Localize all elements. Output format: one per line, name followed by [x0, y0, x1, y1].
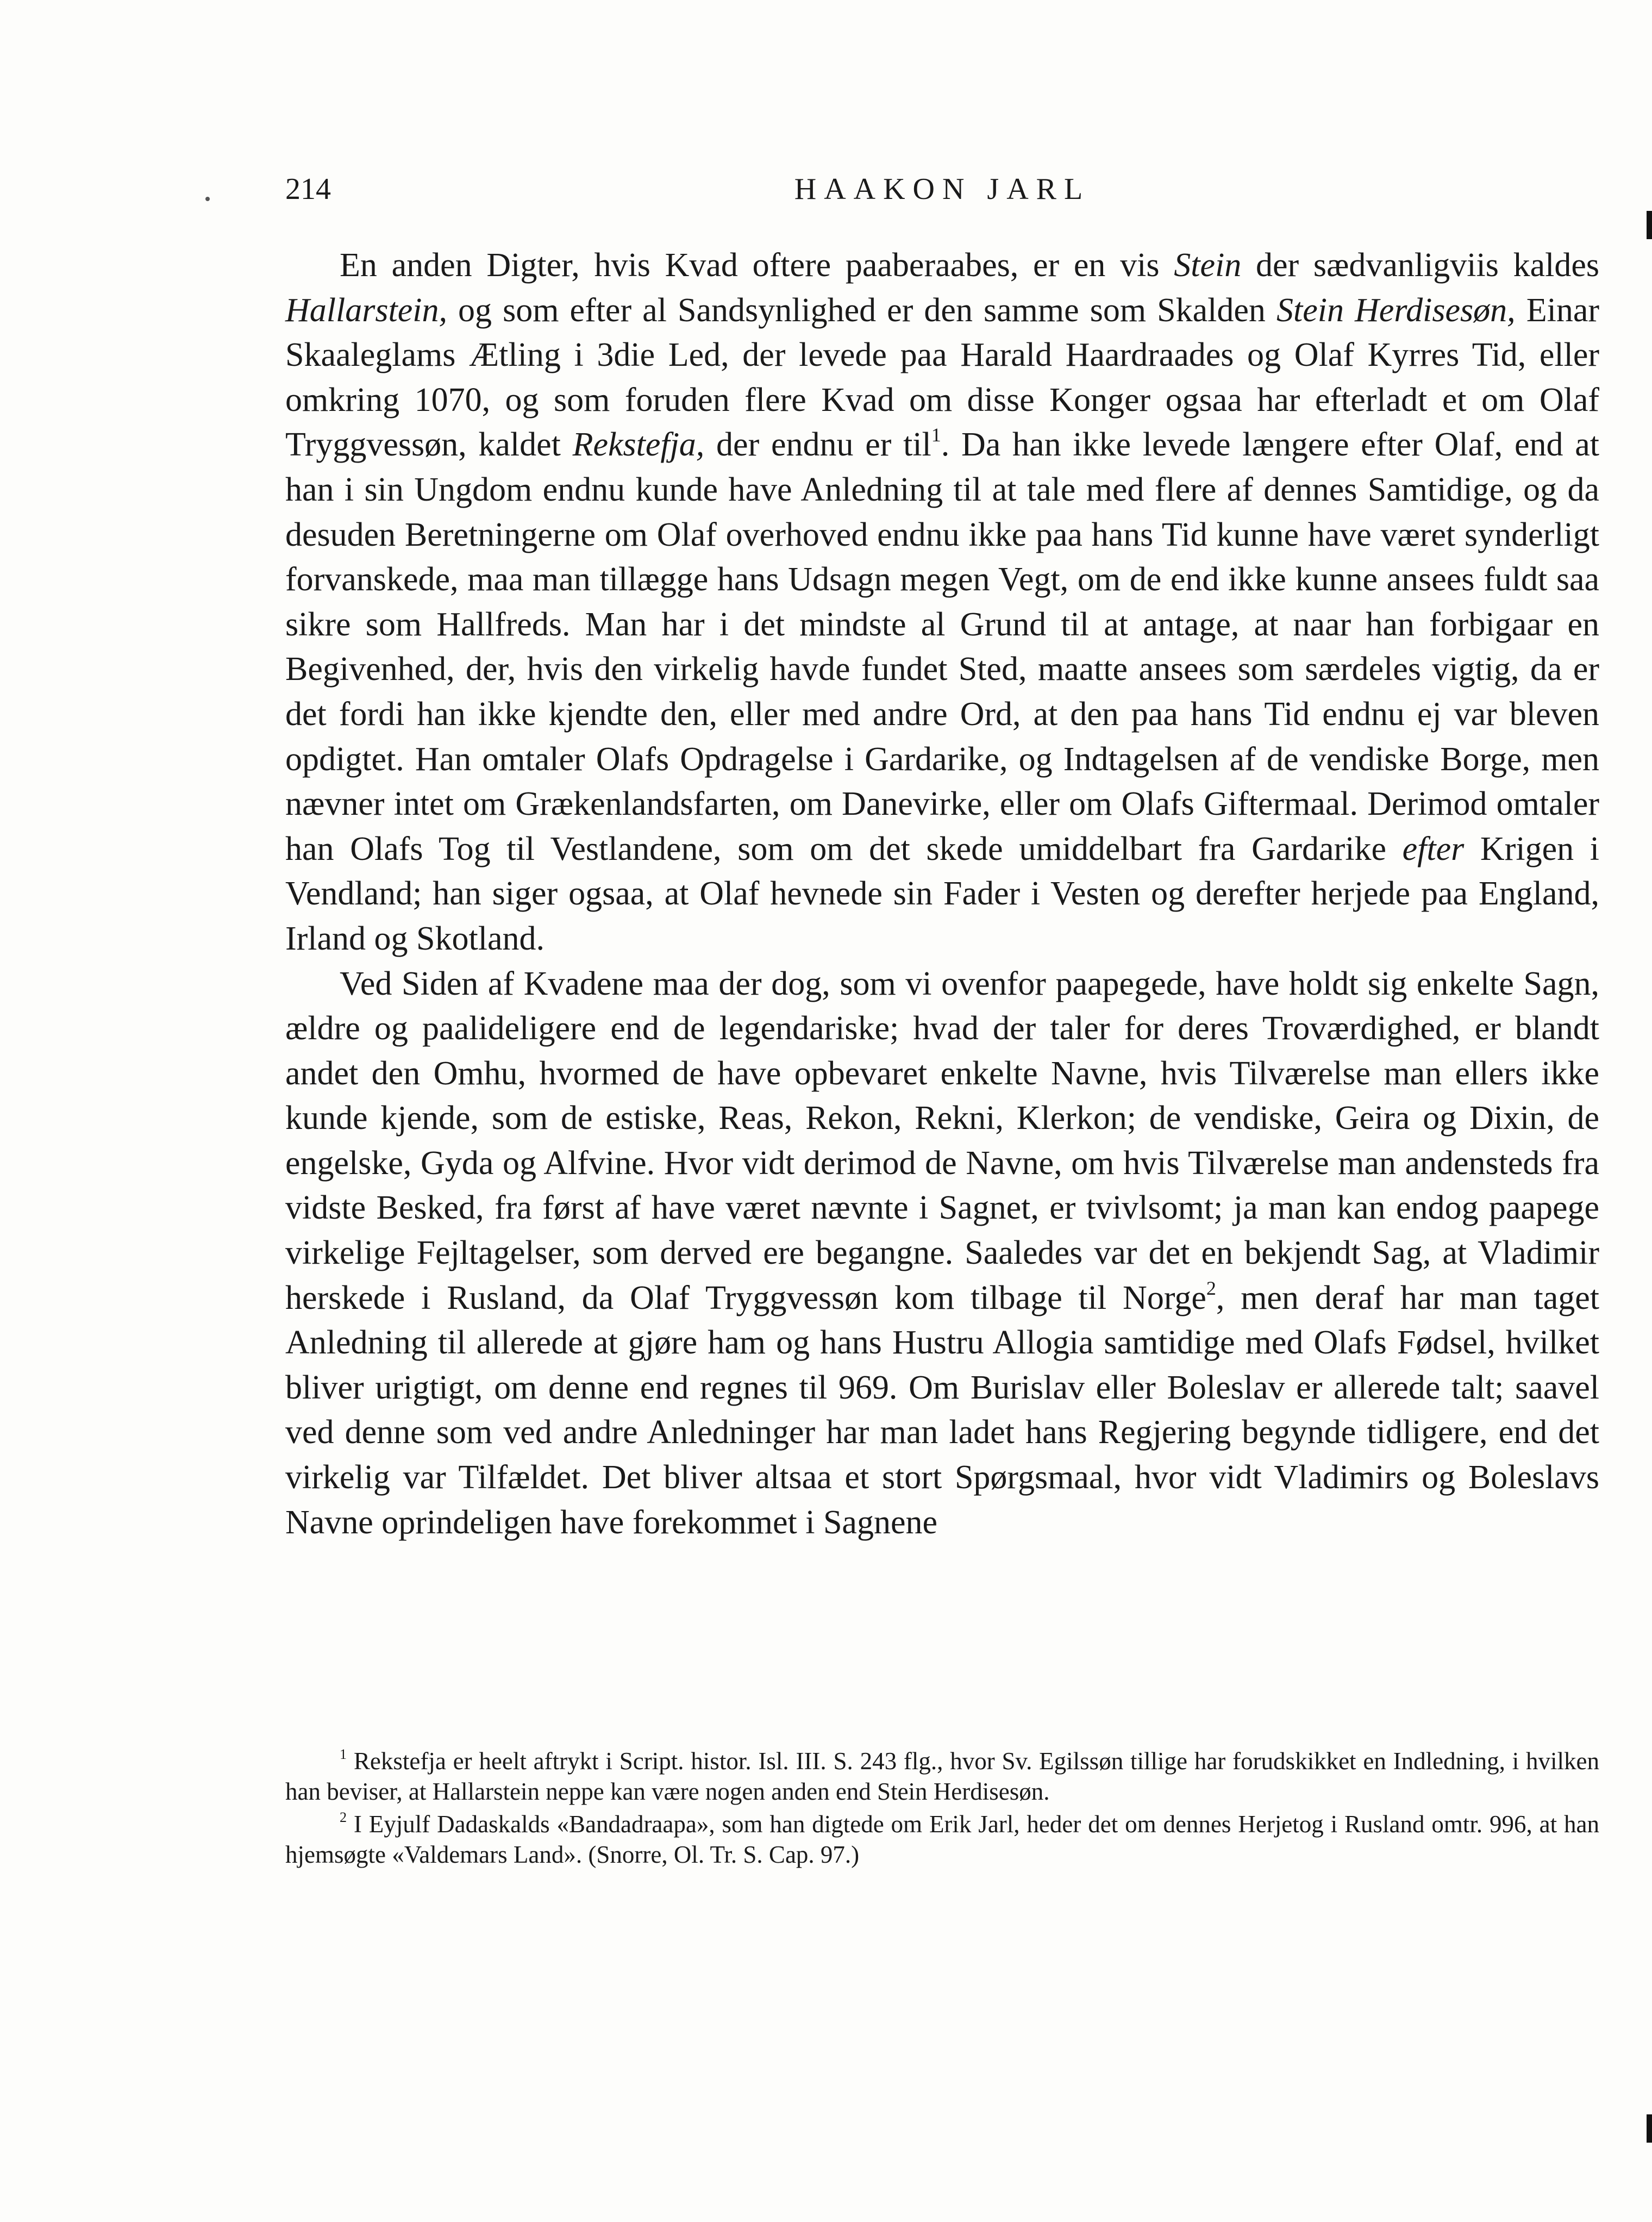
page-header [285, 167, 1599, 211]
text-run: , men deraf har man taget Anledning til allerede at gjøre ham og hans Hustru Allogia samtidige med Olafs Fødsel, hvilket bliver urigtigt, om denne end regnes til 969. Om Burislav eller Boleslav er allerede talt; saavel ved denne som ved andre Anledninger har man ladet hans Regjering begynde tidligere, end det virkelig var Tilfældet. Det bliver altsaa et stort Spørgsmaal, hvor vidt Vladimirs og Boleslavs Navne oprindeligen have forekommet i Sagnene [285, 1279, 1599, 1541]
footnotes [285, 1746, 1599, 1872]
italic-emphasis: efter [1402, 830, 1465, 867]
footnote [285, 1809, 1599, 1870]
running-head: HAAKON JARL [794, 172, 1091, 206]
text-run: . Da han ikke levede længere efter Olaf, end at han i sin Ungdom endnu kunde have Anledning til at tale med flere af dennes Samtidige, og da desuden Beretningerne om Olaf overhoved endnu ikke paa hans Tid kunne have været synderligt forvanskede, maa man tillægge hans Udsagn megen Vegt, om de end ikke kunne ansees fuldt saa sikre som Hallfreds. Man har i det mindste al Grund til at antage, at naar han forbigaar en Begivenhed, der, hvis den virkelig havde fundet Sted, maatte ansees som særdeles vigtig, da er det fordi han ikke kjendte den, eller med andre Ord, at den paa hans Tid endnu ej var bleven opdigtet. Han omtaler Olafs Opdragelse i Gardarike, og Indtagelsen af de vendiske Borge, men nævner intet om Grækenlandsfarten, om Danevirke, eller om Olafs Giftermaal. Derimod omtaler han Olafs Tog til Vestlandene, som om det skede umiddelbart fra Gardarike [285, 426, 1599, 867]
footnote-marker: 2 [340, 1809, 347, 1826]
scan-edge-mark [1647, 211, 1652, 239]
scan-edge-mark [1647, 2114, 1652, 2143]
text-run: der sædvanligviis kaldes [1241, 247, 1599, 284]
italic-name: Stein Herdisesøn, [1276, 291, 1516, 329]
italic-title: Rekstefja, [572, 426, 705, 464]
paragraph [285, 962, 1599, 1545]
italic-name: Hallarstein, [285, 291, 447, 329]
text-run: og som efter al Sandsynlighed er den samme som Skalden [447, 291, 1276, 329]
footnote [285, 1746, 1599, 1807]
footnote-ref: 1 [931, 424, 941, 446]
text-run: En anden Digter, hvis Kvad oftere paaberaabes, er en vis [340, 247, 1174, 284]
footnote-marker: 1 [340, 1746, 347, 1763]
footnote-text: I Eyjulf Dadaskalds «Bandadraapa», som han digtede om Erik Jarl, heder det om dennes Herjetog i Rusland omtr. 996, at han hjemsøgte «Valdemars Land». (Snorre, Ol. Tr. S. Cap. 97.) [285, 1811, 1599, 1868]
footnote-ref: 2 [1206, 1277, 1216, 1299]
page-number: 214 [285, 172, 331, 206]
text-run: Einar Skaaleglams Ætling i 3die Led, der levede paa Harald Haardraades og Olaf Kyrres Tid, eller omkring 1070, og som foruden flere Kvad om disse Konger ogsaa har efterladt et om Olaf Tryggvessøn, kaldet [285, 291, 1599, 464]
text-run: Ved Siden af Kvadene maa der dog, som vi ovenfor paapegede, have holdt sig enkelte Sagn, ældre og paalideligere end de legendariske; hvad der taler for deres Troværdighed, er blandt andet den Omhu, hvormed de have opbevaret enkelte Navne, hvis Tilværelse man ellers ikke kunde kjende, som de estiske, Reas, Rekon, Rekni, Klerkon; de vendiske, Geira og Dixin, de engelske, Gyda og Alfvine. Hvor vidt derimod de Navne, om hvis Tilværelse man andensteds fra vidste Besked, fra først af have været nævnte i Sagnet, er tvivlsomt; ja man kan endog paapege virkelige Fejltagelser, som derved ere begangne. Saaledes var det en bekjendt Sag, at Vladimir herskede i Rusland, da Olaf Tryggvessøn kom tilbage til Norge [285, 965, 1599, 1316]
footnote-text: Rekstefja er heelt aftrykt i Script. histor. Isl. III. S. 243 flg., hvor Sv. Egilssøn tillige har forudskikket en Indledning, i hvilken han beviser, at Hallarstein neppe kan være nogen anden end Stein Herdisesøn. [285, 1747, 1599, 1805]
text-run: Krigen i Vendland; han siger ogsaa, at Olaf hevnede sin Fader i Vesten og derefter herjede paa England, Irland og Skotland. [285, 830, 1599, 957]
italic-name: Stein [1174, 247, 1242, 284]
text-run: der endnu er til [704, 426, 931, 464]
paragraph [285, 243, 1599, 962]
body-text [285, 243, 1599, 1545]
scan-speck [205, 197, 210, 201]
